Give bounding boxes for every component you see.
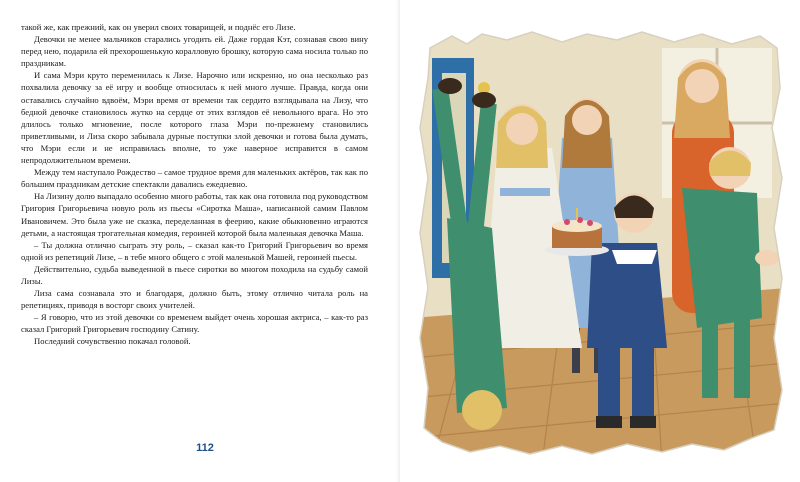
- paragraph: Между тем наступало Рождество – самое трудное время для маленьких актёров, так как по большим праздникам детские спектакли давались ежедневно.: [21, 167, 368, 190]
- right-page: [400, 0, 800, 482]
- body-text: [21, 21, 368, 348]
- paragraph: На Лизину долю выпадало особенно много работы, так как она готовила под руководством Григория Григорьевича новую роль из пьесы «Сиротка Маша», написанной самим Павлом Ивановичем. Это была уже не сказка, переделанная в феерию, какие обыкновенно играются детьми, а настоящая трогательная комедия, героиней которой была маленькая девочка Маша.: [21, 191, 368, 238]
- paragraph: И сама Мэри круто переменилась к Лизе. Нарочно или искренно, но она несколько раз похвалила девочку за её игру и вообще относилась к ней много лучше. Правда, когда они оставались случайно вдвоём, Мэри время от времени так сердито взглядывала на Лизу, что бедной девочке становилось жутко на сердце от этих взглядов её невольного врага. Но это длилось только мгновение, после которого глаза Мэри по-прежнему становились приветливыми, и Лиза скоро забывала дурные поступки злой девочки и готова была думать, что Мэри если и не исправилась вполне, то уже наверное исправится в самом непродолжительном времени.: [21, 70, 368, 166]
- illustration: [412, 18, 787, 464]
- paragraph: – Ты должна отлично сыграть эту роль, – сказал как-то Григорий Григорьевич во время одной из репетиций Лизе, – в тебе много общего с этой маленькой Машей, героиней пьесы.: [21, 239, 368, 262]
- paragraph: Лиза сама сознавала это и благодаря, должно быть, этому отлично читала роль на репетициях, приводя в восторг своих учителей.: [21, 288, 368, 311]
- illustration-svg: [412, 18, 787, 464]
- paragraph: – Я говорю, что из этой девочки со временем выйдет очень хорошая актриса, – как-то раз сказал Григорий Григорьевич господину Сатину.: [21, 312, 368, 335]
- paragraph: Девочки не менее мальчиков старались угодить ей. Даже гордая Кэт, сознавая свою вину перед нею, подарила ей прехорошенькую коралловую брошку, которую сама носила только по праздникам.: [21, 34, 368, 69]
- paragraph: Последний сочувственно покачал головой.: [34, 336, 191, 347]
- paragraph: Действительно, судьба выведенной в пьесе сиротки во многом походила на судьбу самой Лизы.: [21, 263, 368, 286]
- paragraph: такой же, как прежний, как он уверил своих товарищей, и поднёс его Лизе.: [21, 22, 296, 32]
- page-number: 112: [196, 442, 214, 454]
